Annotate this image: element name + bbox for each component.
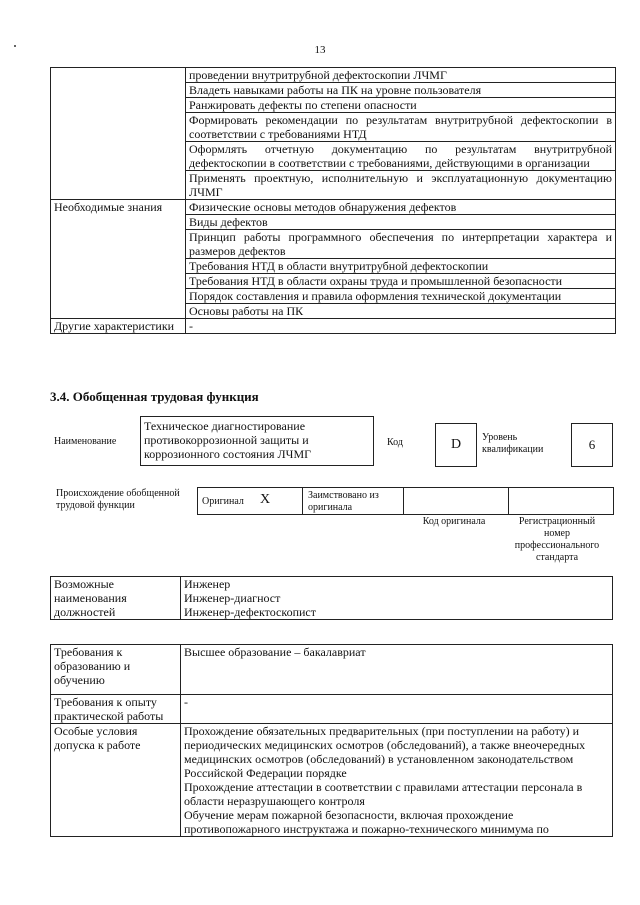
table-cell: Применять проектную, исполнительную и эксплуатационную документацию ЛЧМГ [186,171,616,200]
table-cell: проведении внутритрубной дефектоскопии ЛЧМГ [186,68,616,83]
row-label: Особые условия допуска к работе [51,724,181,837]
requirements-table [50,644,613,837]
name-label: Наименование [54,436,117,447]
section-heading: 3.4. Обобщенная трудовая функция [50,389,259,404]
list-item: Инженер-дефектоскопист [184,605,316,619]
function-name-box: Техническое диагностирование противокоррозионной защиты и коррозионного состояния ЛЧМГ [140,416,374,466]
row-label: Требования к опыту практической работы [51,695,181,724]
level-value-box: 6 [571,423,613,467]
table-cell: Виды дефектов [186,215,616,230]
table-row [51,645,613,695]
origin-box [197,487,614,515]
table-row [51,695,613,724]
table-cell: Требования НТД в области охраны труда и промышленной безопасности [186,274,616,289]
table-row [51,577,613,620]
divider [508,488,509,514]
table-cell: Оформлять отчетную документацию по результатам внутритрубной дефектоскопии в соответствии с требованиями, действующими в организации [186,142,616,171]
code-label: Код [387,437,403,448]
table-row [51,724,613,837]
row-label: Другие характеристики [51,319,186,334]
table-cell: Формировать рекомендации по результатам внутритрубной дефектоскопии в соответствии с требованиями НТД [186,113,616,142]
original-label: Оригинал [202,496,244,507]
table-cell: - [181,695,613,724]
positions-label: Возможные наименования должностей [51,577,181,620]
table-cell: Принцип работы программного обеспечения по интерпретации характера и размеров дефектов [186,230,616,259]
table-cell: Требования НТД в области внутритрубной дефектоскопии [186,259,616,274]
table-cell: - [186,319,616,334]
positions-table [50,576,613,620]
row-label [51,68,186,200]
table-cell: Порядок составления и правила оформления технической документации [186,289,616,304]
skills-knowledge-table [50,67,616,334]
table-cell: Прохождение обязательных предварительных (при поступлении на работу) и периодических медицинских осмотров (обследований), а также внеочередных медицинских осмотров (обследований) в установленном законодательством Российской Федерации порядке Прохождение аттестации в соответствии с правилами аттестации персонала в области неразрушающего контроля Обучение мерам пожарной безопасности, включая прохождение противопожарного инструктажа и пожарно-технического минимума по [181,724,613,837]
table-cell: Физические основы методов обнаружения дефектов [186,200,616,215]
divider [403,488,404,514]
divider [302,488,303,514]
table-cell: Высшее образование – бакалавриат [181,645,613,695]
row-label: Необходимые знания [51,200,186,319]
original-mark: X [260,492,271,507]
list-item: Инженер [184,577,231,591]
origin-label: Происхождение обобщенной трудовой функции [56,488,180,511]
table-row [51,200,616,215]
level-label: Уровень квалификации [482,432,544,455]
positions-list [181,577,613,620]
page-number: 13 [314,44,326,56]
table-row [51,68,616,83]
row-label: Требования к образованию и обучению [51,645,181,695]
borrowed-label: Заимствовано из оригинала [308,490,379,513]
code-original-caption: Код оригинала [422,516,486,527]
list-item: Инженер-диагност [184,591,281,605]
table-cell: Владеть навыками работы на ПК на уровне пользователя [186,83,616,98]
reg-number-caption: Регистрационный номер профессионального стандарта [514,516,600,563]
table-row [51,319,616,334]
table-cell: Ранжировать дефекты по степени опасности [186,98,616,113]
table-cell: Основы работы на ПК [186,304,616,319]
code-value-box: D [435,423,477,467]
